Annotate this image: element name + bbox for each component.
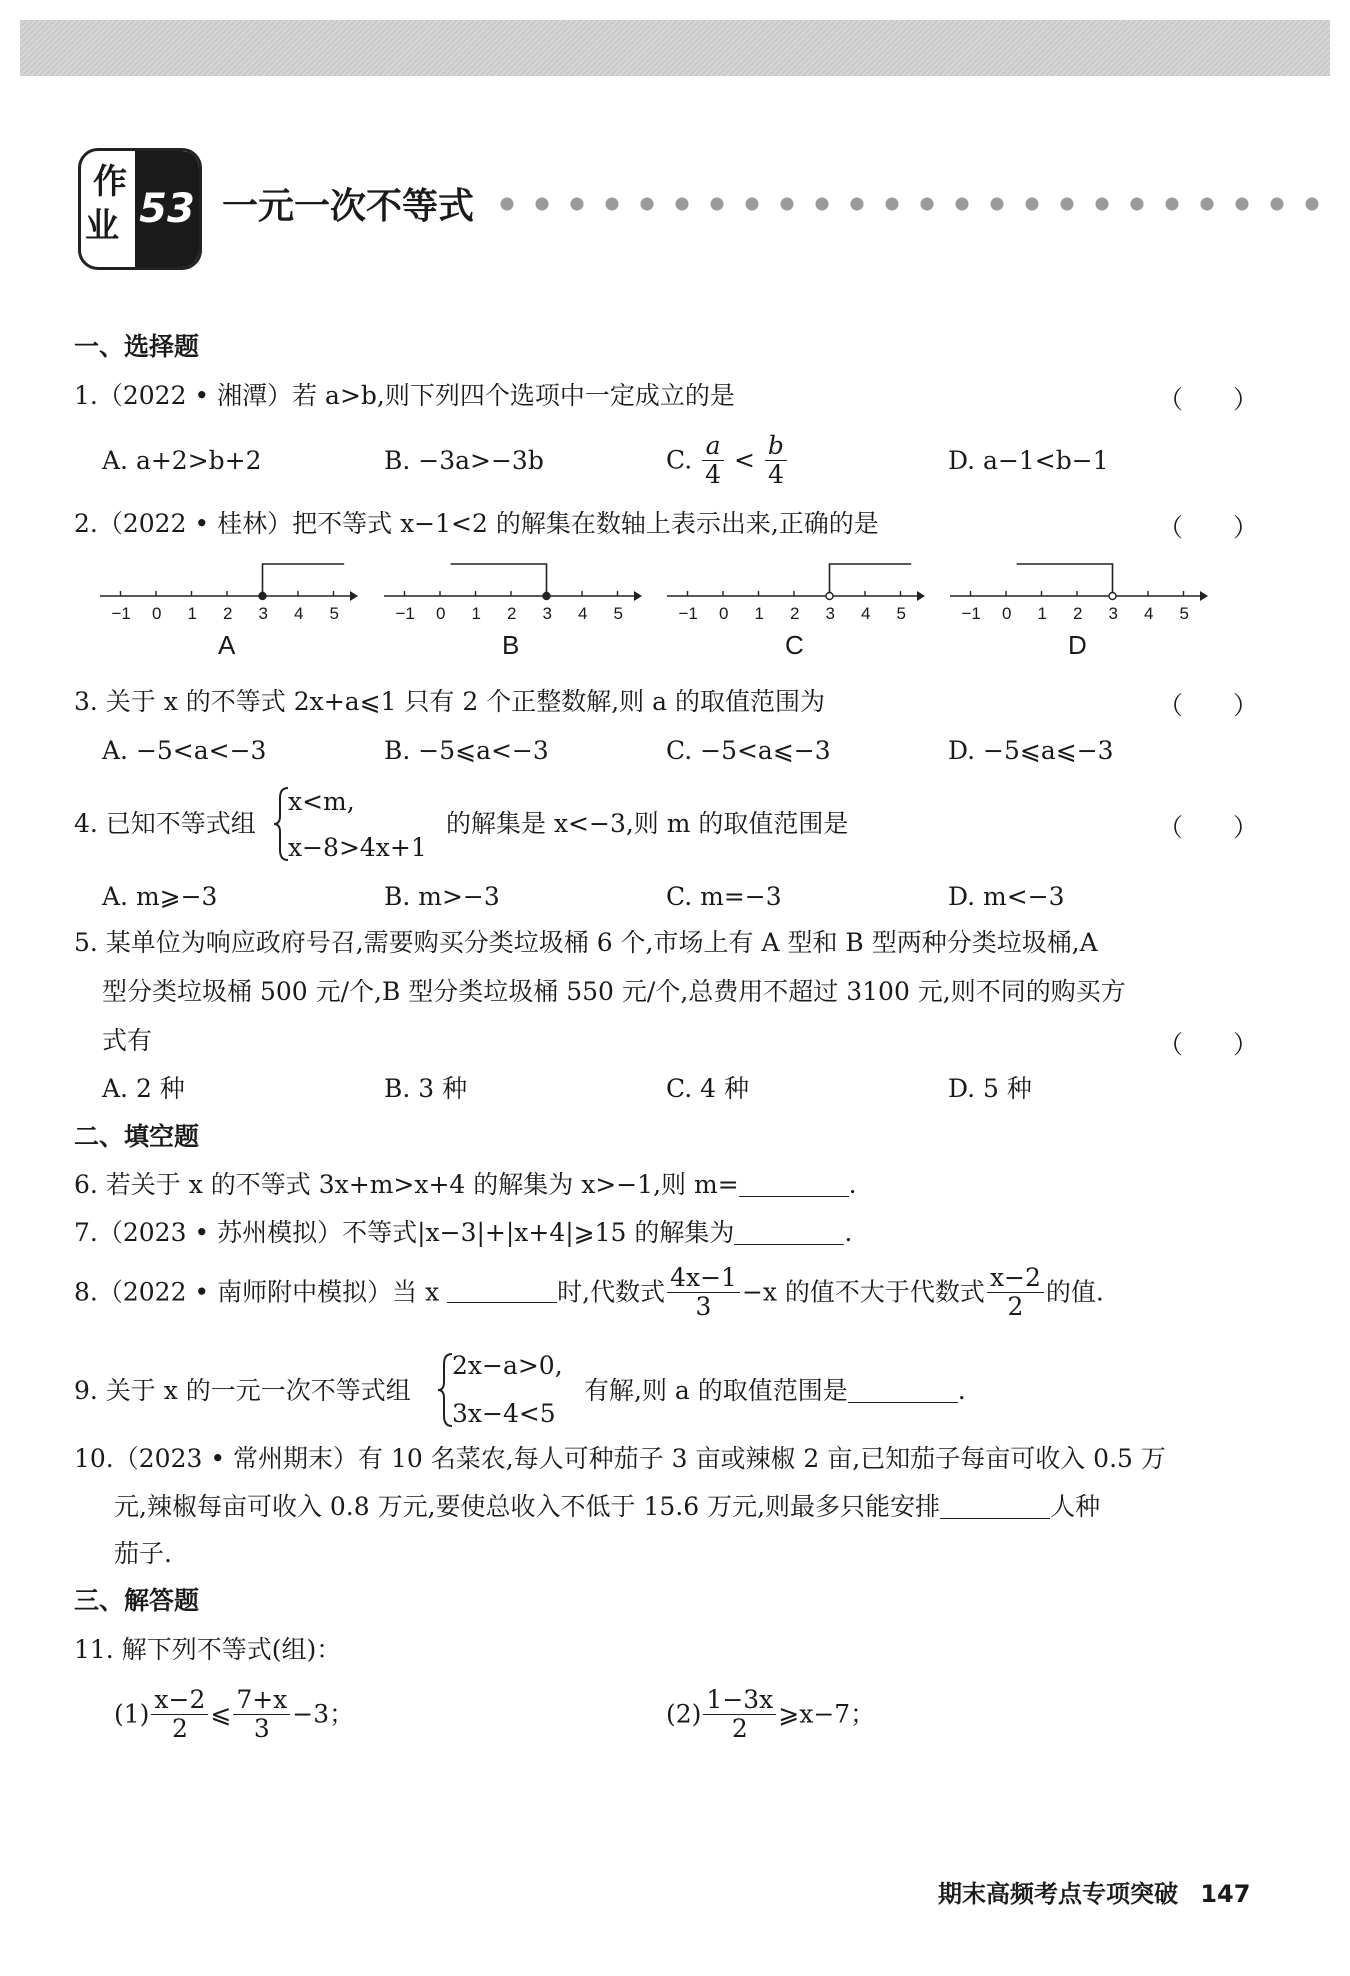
- section-heading-choice: 一、选择题: [74, 332, 200, 361]
- badge-label: [81, 151, 135, 267]
- q8-prefix: 8.（2022 • 南师附中模拟）当 x: [74, 1277, 440, 1307]
- tick-label: 3: [258, 604, 268, 623]
- q11-part2-end: ⩾x−7；: [778, 1699, 876, 1729]
- homework-badge: [78, 148, 202, 270]
- q1-option-c-frac-a: [702, 432, 724, 489]
- q10-answer-blank[interactable]: [940, 1492, 1050, 1519]
- q4-option-a: A. m⩾−3: [102, 882, 218, 911]
- frac-num: x−2: [151, 1686, 208, 1715]
- tick-label: 2: [507, 604, 517, 623]
- q1-stem: 1.（2022 • 湘潭）若 a>b,则下列四个选项中一定成立的是: [74, 381, 735, 410]
- page-number: 147: [1200, 1880, 1251, 1908]
- q1-option-a: A. a+2>b+2: [102, 446, 262, 475]
- q9-prefix: 9. 关于 x 的一元一次不等式组: [74, 1376, 411, 1405]
- tick-label: 5: [329, 604, 339, 623]
- badge-char-bottom: 业: [85, 206, 119, 246]
- solution-ray: [451, 564, 547, 596]
- q2-option-label: A: [218, 630, 236, 660]
- tick-label: −1: [678, 604, 698, 623]
- badge-number: 53: [135, 151, 199, 267]
- q4-system-line2: x−8>4x+1: [288, 833, 427, 862]
- q5-line3: 式有: [102, 1026, 153, 1055]
- tick-label: −1: [395, 604, 415, 623]
- frac-den: 4: [705, 460, 722, 489]
- q8-mid2: −x 的值不大于代数式: [741, 1277, 985, 1307]
- section-heading-answer: 三、解答题: [74, 1586, 200, 1615]
- solution-ray: [1017, 564, 1113, 596]
- q11-part2-label: (2): [666, 1699, 702, 1729]
- q4-option-b: B. m>−3: [384, 882, 500, 911]
- q11-part1-label: (1): [114, 1699, 150, 1729]
- q4-answer-paren[interactable]: （ ）: [1158, 813, 1259, 842]
- tick-label: 4: [1144, 604, 1154, 623]
- q8-row: [74, 1264, 1104, 1321]
- q11-stem: 11. 解下列不等式(组)：: [74, 1635, 342, 1664]
- q5-option-d: D. 5 种: [948, 1074, 1032, 1103]
- q3-option-b: B. −5⩽a<−3: [384, 736, 549, 765]
- q11-part1-frac-2: [233, 1686, 290, 1743]
- q8-frac-1: [667, 1264, 740, 1321]
- title-dot-line: [500, 197, 1330, 211]
- q1-option-c-frac-b: [765, 432, 787, 489]
- tick-label: 0: [1002, 604, 1012, 623]
- q9-system-line2: 3x−4<5: [452, 1399, 556, 1428]
- q7-end: .: [844, 1218, 853, 1247]
- q10-line2: [114, 1491, 1100, 1523]
- q9-end: .: [957, 1376, 966, 1405]
- tick-label: 1: [471, 604, 481, 623]
- axis-arrow-icon: [1200, 591, 1208, 601]
- q1-option-d: D. a−1<b−1: [948, 446, 1109, 475]
- tick-label: 2: [1073, 604, 1083, 623]
- q1-answer-paren[interactable]: （ ）: [1158, 385, 1259, 414]
- q5-answer-paren[interactable]: （ ）: [1158, 1030, 1259, 1059]
- footer-text: 期末高频考点专项突破: [938, 1880, 1178, 1908]
- q9-answer-blank[interactable]: [848, 1376, 958, 1403]
- tick-label: 2: [223, 604, 233, 623]
- axis-arrow-icon: [917, 591, 925, 601]
- q6-answer-blank[interactable]: [739, 1170, 849, 1197]
- q3-answer-paren[interactable]: （ ）: [1158, 691, 1259, 720]
- q5-option-a: A. 2 种: [102, 1074, 185, 1103]
- tick-label: 1: [1037, 604, 1047, 623]
- tick-label: 0: [152, 604, 162, 623]
- frac-num: b: [765, 432, 787, 461]
- q8-answer-blank[interactable]: [447, 1276, 557, 1303]
- solution-ray: [263, 564, 345, 596]
- q8-mid: 时,代数式: [557, 1277, 666, 1307]
- q2-option-label: B: [502, 630, 520, 660]
- top-band: [20, 20, 1330, 76]
- q4-stem-suffix: 的解集是 x<−3,则 m 的取值范围是: [446, 809, 849, 838]
- frac-den: 2: [731, 1714, 748, 1743]
- q4-system-line1: x<m,: [288, 787, 355, 816]
- q1-option-c-label: C.: [666, 445, 693, 475]
- q7-row: [74, 1217, 852, 1249]
- tick-label: 4: [861, 604, 871, 623]
- q6-text: 6. 若关于 x 的不等式 3x+m>x+4 的解集为 x>−1,则 m=: [74, 1170, 739, 1199]
- frac-num: 1−3x: [703, 1686, 776, 1715]
- q11-part2-frac: [703, 1686, 776, 1743]
- frac-den: 3: [695, 1292, 712, 1321]
- q5-option-b: B. 3 种: [384, 1074, 468, 1103]
- tick-label: 0: [436, 604, 446, 623]
- q10-line1: 10.（2023 • 常州期末）有 10 名菜农,每人可种茄子 3 亩或辣椒 2 亩,已知茄子每亩可收入 0.5 万: [74, 1444, 1166, 1473]
- q11-part1-end: −3；: [292, 1699, 355, 1729]
- badge-char-top: 作: [93, 162, 127, 202]
- axis-arrow-icon: [634, 591, 642, 601]
- tick-label: 4: [578, 604, 588, 623]
- frac-den: 2: [1007, 1292, 1024, 1321]
- q11-part1-frac-1: [151, 1686, 208, 1743]
- section-heading-fill: 二、填空题: [74, 1122, 200, 1151]
- q11-part1-op: ⩽: [210, 1699, 232, 1729]
- frac-num: x−2: [987, 1264, 1044, 1293]
- q9-suffix: 有解,则 a 的取值范围是: [584, 1376, 848, 1405]
- q3-option-c: C. −5<a⩽−3: [666, 736, 831, 765]
- frac-num: 4x−1: [667, 1264, 740, 1293]
- q4-option-c: C. m=−3: [666, 882, 782, 911]
- q10-line2-end: 人种: [1050, 1492, 1101, 1521]
- q6-end: .: [848, 1170, 857, 1199]
- q5-option-c: C. 4 种: [666, 1074, 749, 1103]
- q4-option-d: D. m<−3: [948, 882, 1065, 911]
- frac-num: a: [702, 432, 724, 461]
- q5-line2: 型分类垃圾桶 500 元/个,B 型分类垃圾桶 550 元/个,总费用不超过 3100 元,则不同的购买方: [102, 977, 1126, 1006]
- q2-stem: 2.（2022 • 桂林）把不等式 x−1<2 的解集在数轴上表示出来,正确的是: [74, 509, 879, 538]
- page-title: 一元一次不等式: [222, 186, 475, 227]
- tick-label: −1: [961, 604, 981, 623]
- frac-den: 3: [253, 1714, 270, 1743]
- q10-line3: 茄子.: [114, 1539, 172, 1568]
- q3-option-d: D. −5⩽a⩽−3: [948, 736, 1114, 765]
- tick-label: 0: [719, 604, 729, 623]
- q7-text: 7.（2023 • 苏州模拟）不等式|x−3|+|x+4|⩾15 的解集为: [74, 1218, 735, 1247]
- q6-row: [74, 1169, 857, 1201]
- q9-row: [584, 1375, 966, 1407]
- q2-answer-paren[interactable]: （ ）: [1158, 513, 1259, 542]
- q1-option-b: B. −3a>−3b: [384, 446, 544, 475]
- q2-option-label: C: [785, 630, 804, 660]
- q1-option-c-op: <: [734, 445, 755, 475]
- q9-system-line1: 2x−a>0,: [452, 1351, 563, 1380]
- frac-num: 7+x: [233, 1686, 290, 1715]
- q4-stem-prefix: 4. 已知不等式组: [74, 809, 256, 838]
- q5-line1: 5. 某单位为响应政府号召,需要购买分类垃圾桶 6 个,市场上有 A 型和 B 型两种分类垃圾桶,A: [74, 928, 1098, 957]
- page-footer: [938, 1874, 1250, 1909]
- solution-ray: [830, 564, 912, 596]
- tick-label: 3: [825, 604, 835, 623]
- q3-stem: 3. 关于 x 的不等式 2x+a⩽1 只有 2 个正整数解,则 a 的取值范围为: [74, 687, 825, 716]
- q1-option-c: [666, 432, 789, 489]
- tick-label: 3: [542, 604, 552, 623]
- q11-part2: [666, 1686, 875, 1743]
- frac-den: 2: [171, 1714, 188, 1743]
- tick-label: −1: [111, 604, 131, 623]
- tick-label: 2: [790, 604, 800, 623]
- q8-frac-2: [987, 1264, 1044, 1321]
- q10-line2-text: 元,辣椒每亩可收入 0.8 万元,要使总收入不低于 15.6 万元,则最多只能安排: [114, 1492, 941, 1521]
- q3-option-a: A. −5<a<−3: [102, 736, 267, 765]
- q11-part1: [114, 1686, 354, 1743]
- tick-label: 5: [613, 604, 623, 623]
- q2-option-label: D: [1068, 630, 1087, 660]
- q8-end: 的值.: [1045, 1277, 1104, 1307]
- tick-label: 3: [1108, 604, 1118, 623]
- tick-label: 5: [1179, 604, 1189, 623]
- tick-label: 1: [754, 604, 764, 623]
- tick-label: 1: [187, 604, 197, 623]
- q7-answer-blank[interactable]: [734, 1218, 844, 1245]
- axis-arrow-icon: [350, 591, 358, 601]
- tick-label: 5: [896, 604, 906, 623]
- tick-label: 4: [294, 604, 304, 623]
- frac-den: 4: [767, 460, 784, 489]
